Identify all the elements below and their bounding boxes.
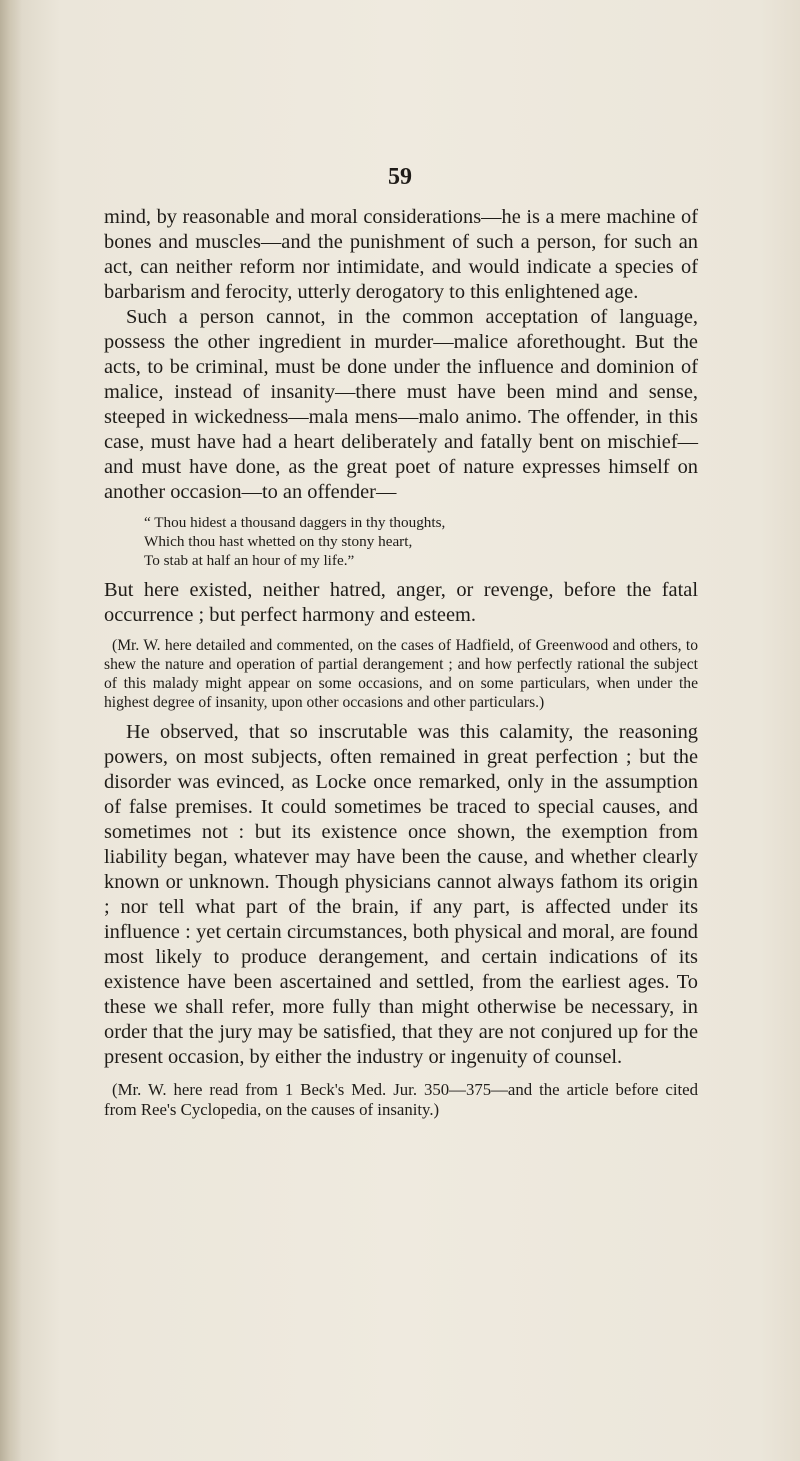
page-binding-shadow [0,0,22,1461]
page-number: 59 [388,164,412,190]
paragraph-inscrutable-calamity: He observed, that so inscrutable was this calamity, the reasoning powers, on most subjects, often remained in great perfection ; but the disorder was evinced, as Locke once remarked, only in the assumption of false premises. It could sometimes be traced to special causes, and sometimes not : but its existence once shown, the exemption from liability began, whatever may have been the cause, and whether clearly known or unknown. Though physicians cannot always fathom its origin ; nor tell what part of the brain, if any part, is affected under its influence : yet certain circumstances, both physical and moral, are found most likely to produce derangement, and certain indications of its existence have been ascertained and settled, from the earliest ages. To these we shall refer, more fully than might otherwise be necessary, in order that the jury may be satisfied, that they are not conjured up for the present occasion, by either the industry or ingenuity of counsel. [104,721,698,1068]
verse-line: “ Thou hidest a thousand daggers in thy thoughts, [144,514,446,531]
verse-quotation [144,513,698,570]
editorial-note-cases: (Mr. W. here detailed and commented, on the cases of Hadfield, of Greenwood and others, to shew the nature and operation of partial derangement ; and how perfectly rational the subject of this malady might appear on some occasions, and on some particulars, when under the highest degree of insanity, upon other occasions and other particulars.) [104,637,698,711]
page-body [104,205,698,1120]
paragraph-after-verse: But here existed, neither hatred, anger, or revenge, before the fatal occurrence ; but perfect harmony and esteem. [104,579,698,626]
verse-line: Which thou hast whetted on thy stony heart, [144,533,413,550]
editorial-note-beck: (Mr. W. here read from 1 Beck's Med. Jur. 350—375—and the article before cited from Ree's Cyclopedia, on the causes of insanity.) [104,1080,698,1119]
paragraph-malice: Such a person cannot, in the common acceptation of language, possess the other ingredient in murder—malice aforethought. But the acts, to be criminal, must be done under the influence and dominion of malice, instead of insanity—there must have been mind and sense, steeped in wickedness—mala mens—malo animo. The offender, in this case, must have had a heart deliberately and fatally bent on mischief—and must have done, as the great poet of nature expresses himself on another occasion—to an offender— [104,306,698,503]
paragraph-continued: mind, by reasonable and moral considerations—he is a mere machine of bones and muscles—and the punishment of such a person, for such an act, can neither reform nor intimidate, and would indicate a species of barbarism and ferocity, utterly derogatory to this enlightened age. [104,206,698,303]
verse-line: To stab at half an hour of my life.” [144,552,355,569]
